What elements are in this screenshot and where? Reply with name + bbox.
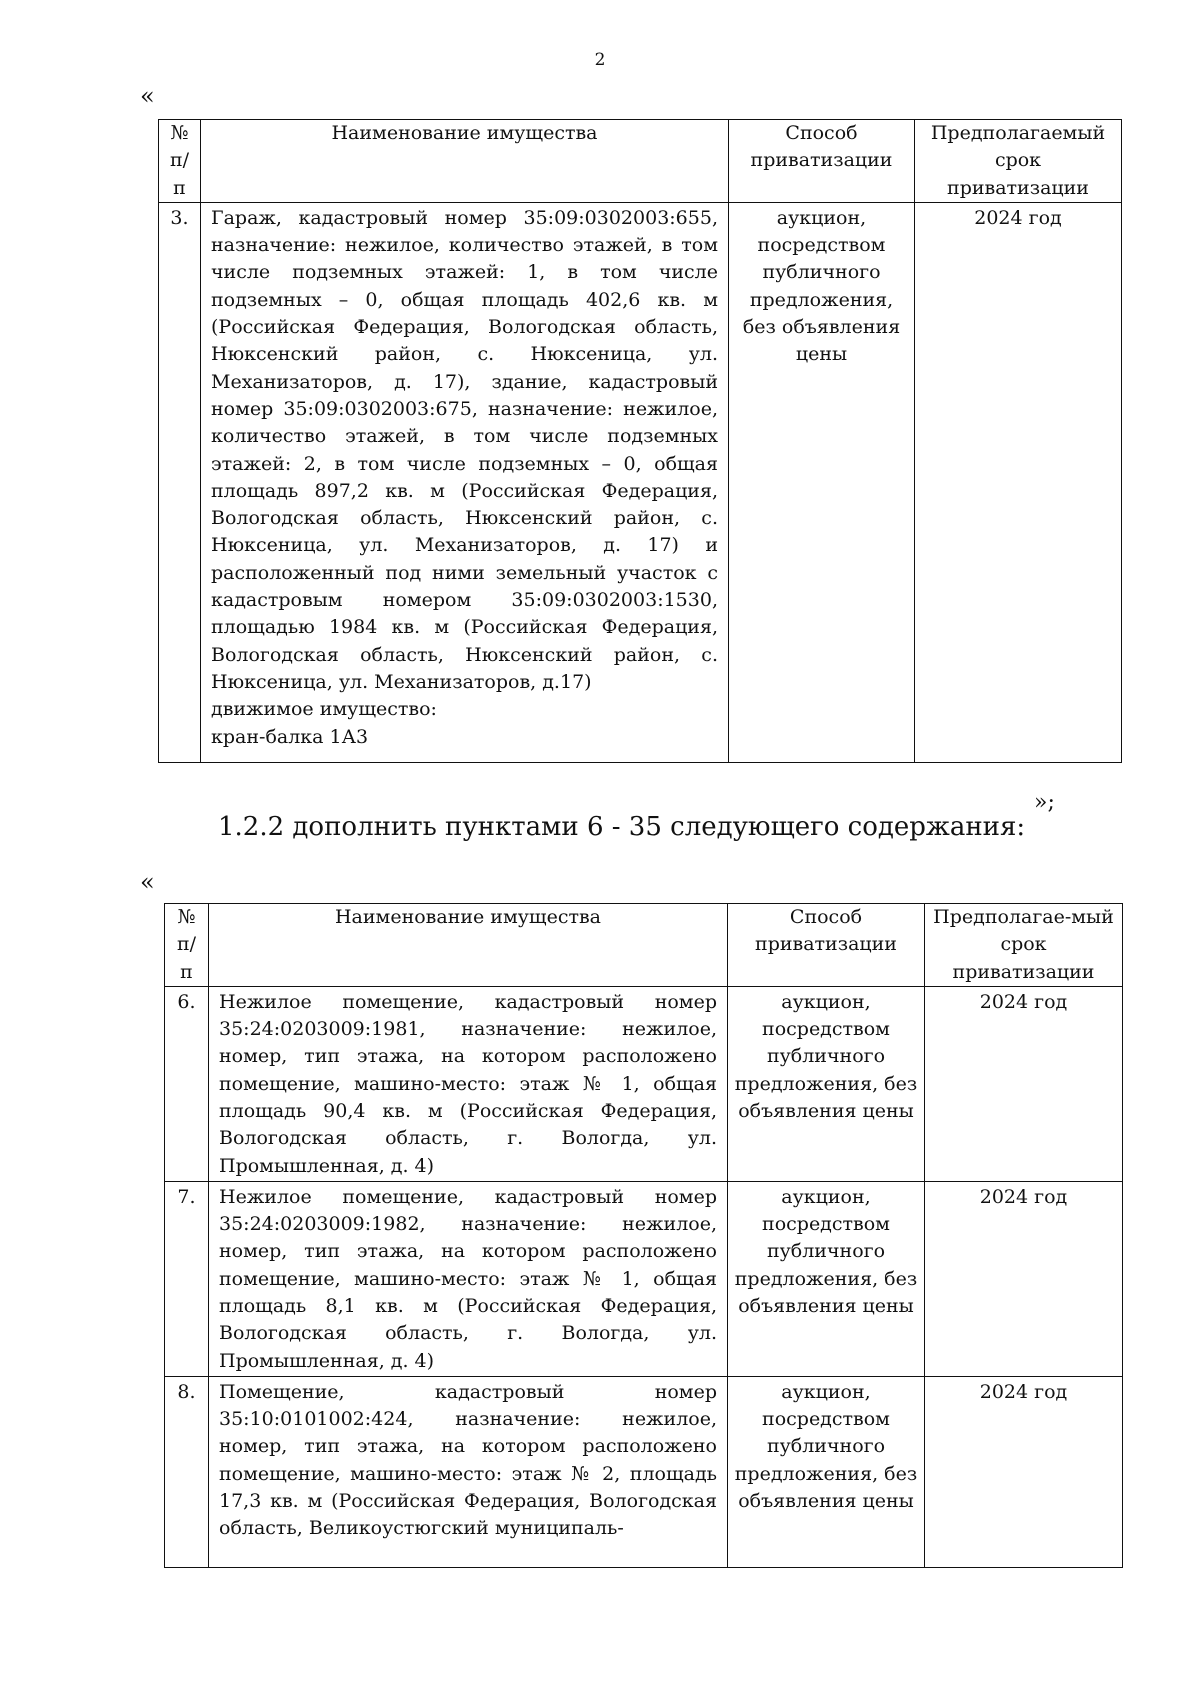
header-num: № п/п [165,904,209,987]
row-description-text: Помещение, кадастровый номер 35:10:0101002:424, назначение: нежилое, номер, тип этажа, на котором расположено помещение, машино-место: этаж № 2, площадь 17,3 кв. м (Российская Федерация, Вологодская область, Великоустюгский муниципаль- [219,1380,717,1540]
row-term [925,1376,1123,1567]
row-method: аукцион, посредством публичного предложения, без объявления цены [728,1181,925,1376]
table-row [165,1376,1123,1567]
header-name: Наименование имущества [209,904,728,987]
row-num [165,1376,209,1567]
row-method: аукцион, посредством публичного предложения, без объявления цены [728,986,925,1181]
row-method: аукцион, посредством публичного предложения, без объявления цены [729,202,915,762]
row-term-text: 2024 год [979,1380,1068,1403]
opening-quote: « [140,82,155,110]
page-number: 2 [594,50,606,70]
property-table-2 [164,903,1123,1568]
row-description [201,202,729,762]
row-term: 2024 год [915,202,1122,762]
description-text: Гараж, кадастровый номер 35:09:0302003:655, назначение: нежилое, количество этажей, в том числе подземных этажей: 1, в том числе подземных – 0, общая площадь 402,6 кв. м (Российская Федерация, Вологодская область, Нюксенский район, с. Нюксеница, ул. Механизаторов, д. 17), здание, кадастровый номер 35:09:0302003:675, назначение: нежилое, количество этажей, в том числе подземных этажей: 2, в том числе подземных – 0, общая площадь 897,2 кв. м (Российская Федерация, Вологодская область, Нюксенский район, с. Нюксеница, ул. Механизаторов, д. 17) и расположенный под ними земельный участок с кадастровым номером 35:09:0302003:1530, площадью 1984 кв. м (Российская Федерация, Вологодская область, Нюксенский район, с. Нюксеница, ул. Механизаторов, д.17) [211,206,718,693]
instruction-text: 1.2.2 дополнить пунктами 6 - 35 следующего содержания: [218,812,1026,842]
row-method-text: аукцион, посредством публичного предложения, без объявления цены [734,1380,918,1513]
movable-item: кран-балка 1А3 [211,725,369,748]
row-num: 3. [159,202,201,762]
row-method [728,1376,925,1567]
header-term: Предполагаемый срок приватизации [915,120,1122,203]
header-term: Предполагае-мый срок приватизации [925,904,1123,987]
row-description: Нежилое помещение, кадастровый номер 35:24:0203009:1982, назначение: нежилое, номер, тип этажа, на котором расположено помещение, машино-место: этаж № 1, общая площадь 8,1 кв. м (Российская Федерация, Вологодская область, г. Вологда, ул. Промышленная, д. 4) [209,1181,728,1376]
table-row [165,986,1123,1181]
table-header-row [165,904,1123,987]
header-name: Наименование имущества [201,120,729,203]
opening-quote-2: « [140,868,155,896]
table-row [165,1181,1123,1376]
row-term: 2024 год [925,986,1123,1181]
table-row [159,202,1122,762]
movable-label: движимое имущество: [211,698,437,721]
row-description [209,1376,728,1567]
row-num: 7. [165,1181,209,1376]
row-num-text: 8. [177,1380,196,1403]
table-header-row [159,120,1122,203]
row-term: 2024 год [925,1181,1123,1376]
row-num: 6. [165,986,209,1181]
header-method: Способ приватизации [728,904,925,987]
header-method: Способ приватизации [729,120,915,203]
row-description: Нежилое помещение, кадастровый номер 35:24:0203009:1981, назначение: нежилое, номер, тип этажа, на котором расположено помещение, машино-место: этаж № 1, общая площадь 90,4 кв. м (Российская Федерация, Вологодская область, г. Вологда, ул. Промышленная, д. 4) [209,986,728,1181]
header-num: № п/п [159,120,201,203]
closing-quote: »; [1034,790,1055,815]
property-table-1 [158,119,1122,763]
